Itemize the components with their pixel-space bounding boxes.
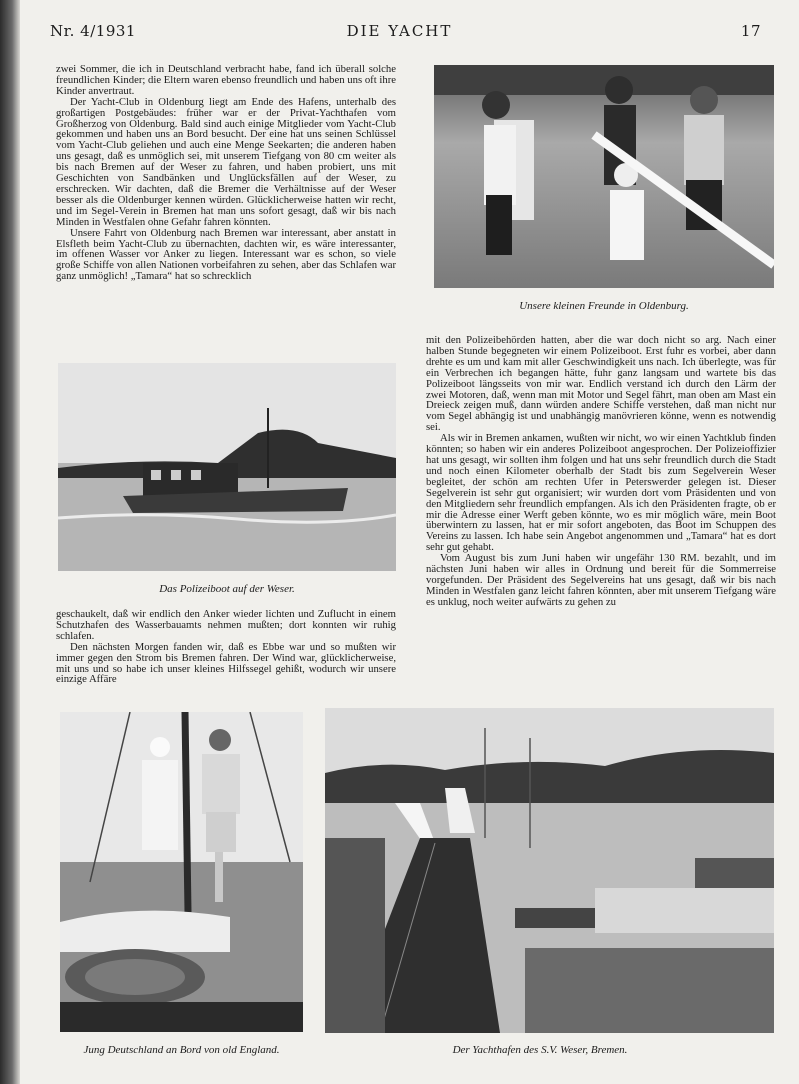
- magazine-title: DIE YACHT: [346, 22, 453, 40]
- page-number: 17: [740, 22, 761, 40]
- caption-children-oldenburg: Unsere kleinen Freunde in Oldenburg.: [519, 300, 689, 312]
- caption-yachthafen: Der Yachthafen des S.V. Weser, Bremen.: [452, 1044, 628, 1056]
- caption-jung-deutschland: Jung Deutschland an Bord von old England.: [83, 1044, 280, 1056]
- text-column-right: [426, 335, 776, 608]
- paragraph: Vom August bis zum Juni haben wir ungefähr 130 RM. bezahlt, und im nächsten Juni haben wir alles in Ordnung und bereit für die Sommerreise vorgefunden. Der Präsident des Segelvereins hat uns gesagt, daß wir bis nach Minden in Westfalen ganz leicht fahren könnten, aber mit unserem Tiefgang wäre es unklug, noch weiter aufwärts zu gehen zu: [426, 552, 776, 608]
- paragraph: Als wir in Bremen ankamen, wußten wir nicht, wo wir einen Yachtklub finden könnten; so haben wir ein anderes Polizeiboot angesprochen. Der Polizeioffizier hat uns gesagt, wir sollten ihm folgen und hat uns sehr freundlich durch die Stadt und noch einen Kilometer oberhalb der Stadt bis zum Segelverein Weser begleitet, der schön am rechten Ufer in Peterswerder gelegen ist. Dieser Segelverein ist sehr gut organisiert; wir wurden dort vom Präsidenten und von den Mitgliedern sehr freundlich empfangen. Als ich den Präsidenten fragte, ob er mir die Adresse einer Werft geben könnte, wo es mir möglich wäre, mein Boot überwintern zu lassen, hat er mir sofort angeboten, das Boot im Schuppen des Vereins zu lassen. Ich habe sein Angebot angenommen und „Tamara“ hat es dort sehr gut gehabt.: [426, 432, 776, 554]
- photo-yachthafen: [325, 708, 774, 1033]
- issue-number: Nr. 4/1931: [50, 22, 136, 40]
- caption-police-boat: Das Polizeiboot auf der Weser.: [159, 583, 295, 595]
- photo-police-boat: [58, 363, 396, 571]
- photo-jung-deutschland: [60, 712, 303, 1032]
- paragraph: geschaukelt, daß wir endlich den Anker wieder lichten und Zuflucht in einem Schutzhafen des Wasserbauamts nehmen mußten; dort konnten wir ruhig schlafen.: [56, 608, 396, 642]
- paragraph: mit den Polizeibehörden hatten, aber die war doch nicht so arg. Nach einer halben Stunde begegneten wir einem Polizeiboot. Erst fuhr es vorbei, aber dann drehte es um und kam mit aller Geschwindigkeit uns nach. Ich überlegte, was für ein Verbrechen ich begangen hätte, fuhr ganz langsam und wartete bis das Polizeiboot längsseits von mir war. Endlich verstand ich durch den Lärm der zwei Motoren, daß, wenn man mit Motor und Segel fährt, man oben am Mast ein Dreieck zeigen muß, dann würden andere Schiffe verstehen, daß man nicht nur vom Segel abhängig ist und unabhängig manövrieren könne, wenn es notwendig sei.: [426, 334, 776, 434]
- text-column-left-top: [56, 64, 396, 282]
- text-column-left-bottom: [56, 609, 396, 685]
- paragraph: Den nächsten Morgen fanden wir, daß es Ebbe war und so mußten wir immer gegen den Strom bis Bremen fahren. Der Wind war, glücklicherweise, mit uns und so habe ich unser kleines Hilfssegel gehißt, wodurch wir unsere einzige Affäre: [56, 640, 396, 686]
- page-binding-shadow: [0, 0, 20, 1084]
- paragraph: Unsere Fahrt von Oldenburg nach Bremen war interessant, aber anstatt in Elsfleth beim Yacht-Club zu übernachten, dachten wir, es wäre interessanter, im offenen Wasser vor Anker zu liegen. Interessant war es schon, so viele große Schiffe von allen Nationen vorbeifahren zu sehen, aber das Schlafen war ganz unmöglich! „Tamara“ hat so schrecklich: [56, 226, 396, 283]
- paragraph: Der Yacht-Club in Oldenburg liegt am Ende des Hafens, unterhalb des großartigen Postgebäudes: früher war er der Privat-Yachthafen vom Großherzog von Oldenburg. Bald sind auch einige Mitglieder vom Yacht-Club gekommen und haben uns an Bord besucht. Der eine hat uns seinen Schlüssel vom Yacht-Club geliehen und auch eine Menge Seekarten; die anderen haben uns gesagt, daß es unmöglich sei, mit unserem Tiefgang von 80 cm weiter als bis nach Bremen auf der Weser zu fahren, und haben probiert, uns mit Geschichten von Sandbänken und Unglücksfällen auf der Weser, zu erschrecken. Wir dachten, daß die Bremer die Verhältnisse auf der Weser besser als die Oldenburger kennen würden. Glücklicherweise hatten wir recht, und im Segel-Verein in Bremen hat man uns sofort gesagt, daß wir bis nach Minden in Westfalen ohne Gefahr fahren könnten.: [56, 95, 396, 228]
- photo-children-oldenburg: [434, 65, 774, 288]
- paragraph: zwei Sommer, die ich in Deutschland verbracht habe, fand ich überall solche freundlichen Kinder; die Eltern waren ebenso freundlich und haben uns oft ihre Kinder anvertraut.: [56, 63, 396, 97]
